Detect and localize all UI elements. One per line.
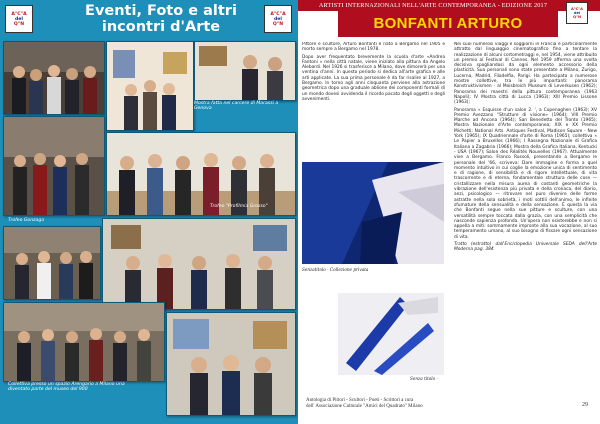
event-photo-5 [3,226,101,300]
event-photo-2b [194,41,296,101]
event-photo-1 [3,41,105,115]
artwork-image [302,162,444,264]
title-line-2: incontri d'Arte [101,19,221,35]
logo-line3: Q"N [13,21,25,27]
logo-line2: del [274,16,282,22]
bio-source: Tratto (estratto) dall'Enciclopedia Universale SEDA dell'Arte Moderna pag. 384 [454,241,597,253]
event-photo-5b [102,218,296,310]
artwork-caption-2: Senza titolo - [410,376,438,381]
logo-line2: del [15,16,23,22]
photo-6-image [4,303,164,381]
event-photo-3 [3,116,105,216]
logo-line3: Q"N [573,15,581,19]
logo-line1: A"C"A [571,7,583,11]
photo-5b-image [103,219,295,309]
right-page [298,0,600,424]
photo-5-image [4,227,100,299]
logo-line3: Q"N [272,21,284,27]
artwork-painting [302,162,444,264]
club-logo [264,5,292,33]
logo-line1: A"C"A [270,11,286,17]
photo-2b-image [195,42,295,100]
photo-caption: Collettiva presso un spazio Arengario a Milano una diventato parte del museo del 900 [8,382,125,393]
page-number: 29 [582,402,588,408]
left-page [0,0,298,424]
artwork-caption: Senzatitolo - Collezione privata [302,267,369,272]
photo-caption: Trofeo Gonzaga [8,218,45,223]
bio-paragraph: Nei suoi numerosi viaggi e soggiorni in Francia è particolarmente attratto dal linguaggio cinematografico fino a tentare la realizzazione di alcuni cortometraggi e, nel 1954, viene attribuito un premio al Festival di Cannes. Nel 1959 afferma una svolta decisiva spogliandosi da ogni elemento accessorio della plasticità. Sua personali sono state presentate a Milano, Zurigo, Lucerna, Madrid, Filadelfia, Parigi. Ha partecipato a numerose mostre collettive, tra le più importanti: panorama Konstruktivismen - al Moisbroich Museum di Leverkusen (1962); Panorama dei maestri della pittura contemporanea (1963 Napoli); IV Mostra città di Lucca (1963); XIII Premio Lissone (1963); [454,42,597,106]
photo-caption: Trofeo "Profilmia Grosso" [210,204,268,209]
photo-2-image [107,42,193,130]
publication-header: ARTISTI INTERNAZIONALI NELL'ARTE CONTEMPORANEA - EDIZIONE 2017 [318,2,548,9]
bio-paragraph: Dopo aver frequentato brevemente la scuola d'arte «Andrea Fantoni » nella città natale, viene iniziato alla pittura da Angelo Alebardi. Nel 1926 si trasferisce a Milano, dove dimorerà per una ventina d'anni. In questo periodo si dedica all'arte grafica e alle arti applicate. La sua prima personale è da far risalire al 1927, a Bergamo. In torno agli anni cinquanta perviene alla astrazione geometrica dopo una graduale ablione dei componenti formali di un mondo dovesi avvidenda il ricordo pacato degli oggetti e degli avvenimenti. [302,54,445,102]
page-title [66,3,256,35]
artwork-image-2 [338,293,444,375]
photo-7-image [167,313,295,415]
logo-line2: del [573,11,581,15]
event-photo-7 [166,312,296,416]
photo-3-image [4,117,104,215]
club-logo [566,2,588,24]
page-footer [306,398,506,410]
photo-1-image [4,42,104,114]
event-photo-2 [106,41,194,131]
event-photo-6 [3,302,165,382]
right-header-band [298,0,600,11]
bio-paragraph: Pittore e scultore, Arturo Bonfanti è nato a Bergamo nel 1905 e morto sempre a Bergamo nel 1978. [302,42,445,53]
club-logo [5,5,33,33]
title-line-1: Eventi, Foto e altri [85,3,237,19]
artwork-painting-2 [338,293,444,375]
artist-name: BONFANTI ARTURO [338,11,558,37]
logo-line1: A"C"A [11,11,27,17]
bio-paragraph: Panorama « Esquisse d'un salon 2. ', a Copenaghen (1963); XV Premio Avezzano "Strutture di visione» (1964); VIII Premio Marche ad Ancona (1964); San Benedetto del Tronto (1965); Mostra Nazionale d'Arte contemporanea; XIX e XX Premio Michetti; National Arts. Antiques Festival, Madison Square - New York (1965); IX Quadriennale d'arte di Roma (1965); collettiva « Le Papier a Bruxelles (1966); I Rassegna Nazionale di Grafica Italiana a Zagabria (1966); Mostra della Grafica Italiana, Kentucki - USA (1967); Salon des Réalités Nouvelles (1967). Attualmente vive a Bergamo. Franco Russoli, presentando a Bergamo le personale del '66, scriveva: Dare immagine e forma a quel momento intuitivo in cui coglie la emozione unica di sentimento e di ragione, di sensibilità e di rigore intellettuale, di vita trascorrente e di eterna, fondamentale struttura delle cose — cristallizzare nella misura aurea di costanti geometriche la vibrazione dell'esistenza più privata e della cronaca, del diario, anzi, psicologico — ritrovare nel puro divenire delle forme astratte nella sola sobrietà, i moti sottili dell'animo, le infinite sfumature della sensualità e della sensazione. È questa la via che Bonfanti segue nella sue pitture e sculture, con una versatilità sempre toccata dalla grazia, con una semplicità che nasconde sapienza profonda. Un'opera non esisterebbe e non si appella a miti: sommamente impronte alla sua vocazione, al suo temperamento umano, al suo bisogno di fissare ogni sensazione di vita. [454,107,597,240]
footer-line-1: Antologia di Pittori - Scultori - Poeti - Scrittori a cura [306,398,414,403]
biography-column-1 [302,42,445,142]
footer-line-2: dell' Associazione Culturale "Amici del Quadrato" Milano [306,404,423,409]
photo-caption: Mostra fatta nel carcere di Marassi a Genova [194,101,279,112]
photo-4-image [107,133,295,215]
biography-column-2 [454,42,597,392]
